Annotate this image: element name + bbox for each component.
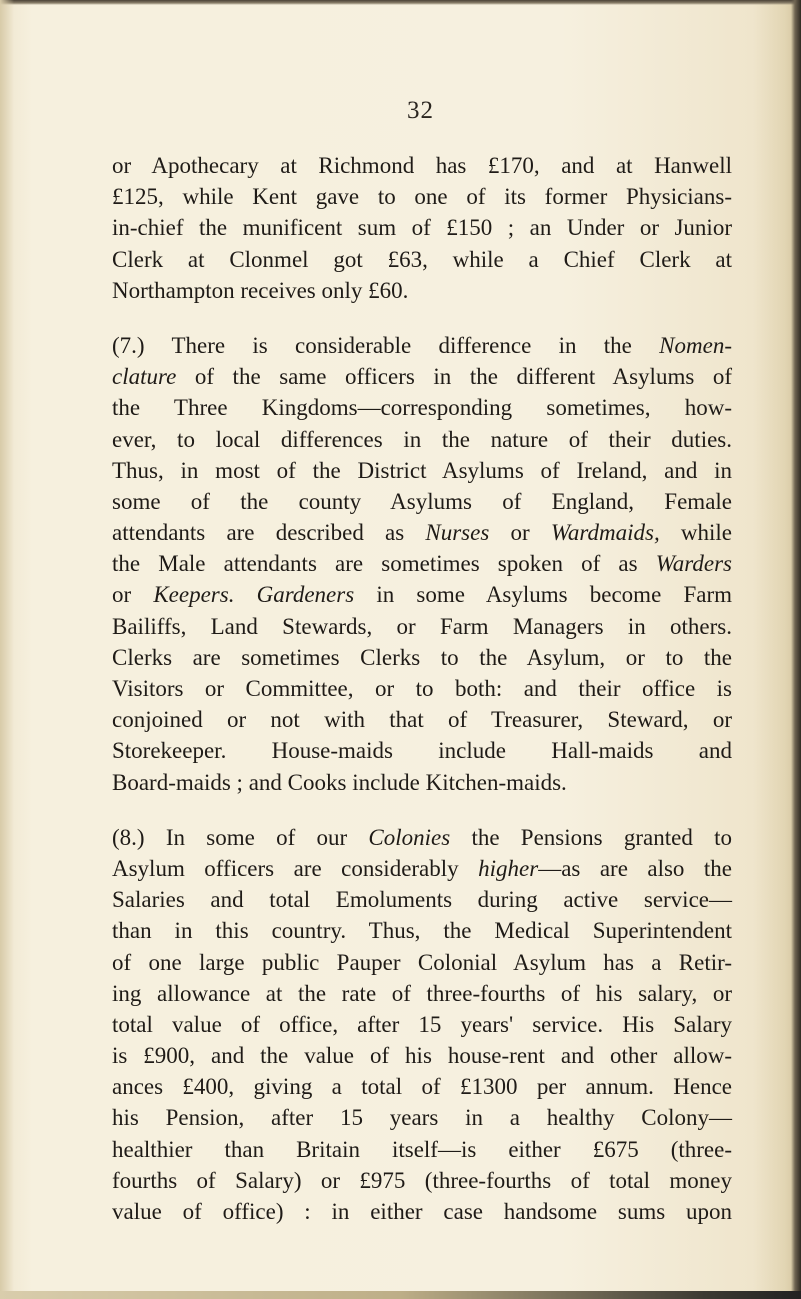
text-segment: Salaries and total Emoluments during active service— xyxy=(112,887,732,913)
italic-text: Wardmaids, xyxy=(550,520,660,546)
paragraph xyxy=(112,150,732,306)
text-segment: than in this country. Thus, the Medical Superintendent xyxy=(112,918,732,944)
text-segment: or Apothecary at Richmond has £170, and at Hanwell xyxy=(112,153,732,178)
text-line xyxy=(112,1071,732,1102)
text-segment: Clerk at Clonmel got £63, while a Chief Clerk at xyxy=(112,246,732,272)
text-segment: the Three Kingdoms—corresponding sometimes, how- xyxy=(112,395,732,421)
italic-text: Colonies xyxy=(368,824,451,850)
body-text xyxy=(112,150,732,1227)
text-segment: the Pensions granted to xyxy=(450,824,732,850)
paragraph-gap xyxy=(112,798,732,822)
text-line xyxy=(112,424,732,455)
text-segment: Storekeeper. House-maids include Hall-maids and xyxy=(112,738,732,764)
text-segment: Bailiffs, Land Stewards, or Farm Managers in others. xyxy=(112,613,732,639)
text-segment: value of office) : in either case handsome sums upon xyxy=(112,1199,732,1224)
text-segment: Northampton receives only £60. xyxy=(112,277,409,303)
text-segment: (7.) There is considerable difference in the xyxy=(112,332,660,358)
text-line xyxy=(112,181,732,212)
text-line xyxy=(112,1196,732,1227)
text-line xyxy=(112,455,732,486)
page-bottom-edge xyxy=(0,1291,801,1299)
text-segment: the Male attendants are sometimes spoken of as xyxy=(112,551,656,577)
text-line xyxy=(112,275,732,306)
paragraph-gap xyxy=(112,306,732,330)
text-line xyxy=(112,978,732,1009)
text-segment: in some Asylums become Farm xyxy=(354,582,732,608)
page-number: 32 xyxy=(407,97,434,124)
text-line xyxy=(112,1165,732,1196)
text-line xyxy=(112,392,732,423)
text-segment: or xyxy=(489,520,551,546)
page-gutter-shadow xyxy=(0,0,14,1299)
text-segment: —as are also the xyxy=(538,855,732,881)
text-segment: is £900, and the value of his house-rent and other allow- xyxy=(112,1043,732,1069)
text-segment: Visitors or Committee, or to both: and their office is xyxy=(112,676,732,701)
text-segment: ing allowance at the rate of three-fourths of his salary, or xyxy=(112,980,732,1006)
text-segment: ances £400, giving a total of £1300 per annum. Hence xyxy=(112,1074,732,1100)
text-segment: £125, while Kent gave to one of its former Physicians- xyxy=(112,184,732,210)
text-line xyxy=(112,1102,732,1133)
text-line xyxy=(112,579,732,610)
text-line xyxy=(112,767,732,798)
italic-text: Warders xyxy=(655,551,732,577)
text-line xyxy=(112,735,732,766)
italic-text: clature xyxy=(112,364,177,390)
text-segment: fourths of Salary) or £975 (three-fourths of total money xyxy=(112,1167,732,1193)
text-segment: while xyxy=(659,520,732,546)
text-segment: Board-maids ; and Cooks include Kitchen-maids. xyxy=(112,769,567,795)
text-line xyxy=(112,611,732,642)
text-segment: total value of office, after 15 years' service. His Salary xyxy=(112,1011,732,1037)
text-segment: of the same officers in the different Asylums of xyxy=(176,364,732,390)
text-segment xyxy=(234,582,256,607)
text-line xyxy=(112,947,732,978)
paragraph xyxy=(112,330,732,798)
text-line xyxy=(112,517,732,548)
page-fore-edge xyxy=(791,0,801,1299)
text-segment: Clerks are sometimes Clerks to the Asylum, or to the xyxy=(112,644,732,670)
text-segment: or xyxy=(112,582,154,608)
text-segment: Asylum officers are considerably xyxy=(112,855,479,881)
text-segment: healthier than Britain itself—is either £675 (three- xyxy=(112,1136,732,1162)
text-segment: in-chief the munificent sum of £150 ; an Under or Junior xyxy=(112,215,732,241)
text-line xyxy=(112,1134,732,1165)
italic-text: higher xyxy=(478,855,539,881)
text-segment: of one large public Pauper Colonial Asylum has a Retir- xyxy=(112,949,732,975)
text-segment: ever, to local differences in the nature of their duties. xyxy=(112,426,732,452)
italic-text: Gardeners xyxy=(256,582,355,608)
text-segment: (8.) In some of our xyxy=(112,824,369,850)
text-segment: Thus, in most of the District Asylums of Ireland, and in xyxy=(112,457,732,483)
text-line xyxy=(112,244,732,275)
text-segment: attendants are described as xyxy=(112,520,426,546)
page-top-edge xyxy=(0,0,801,5)
text-line xyxy=(112,1040,732,1071)
italic-text: Nomen- xyxy=(659,332,732,358)
italic-text: Keepers. xyxy=(153,582,235,608)
text-line xyxy=(112,915,732,946)
text-line xyxy=(112,361,732,392)
text-segment: his Pension, after 15 years in a healthy Colony— xyxy=(112,1105,732,1131)
text-line xyxy=(112,704,732,735)
italic-text: Nurses xyxy=(425,520,490,546)
text-line xyxy=(112,212,732,243)
text-line xyxy=(112,1009,732,1040)
text-line xyxy=(112,548,732,579)
text-line xyxy=(112,822,732,853)
text-line xyxy=(112,673,732,704)
text-segment: conjoined or not with that of Treasurer, Steward, or xyxy=(112,707,732,733)
text-line xyxy=(112,884,732,915)
text-line xyxy=(112,642,732,673)
text-line xyxy=(112,853,732,884)
paragraph xyxy=(112,822,732,1227)
text-line xyxy=(112,150,732,181)
text-segment: some of the county Asylums of England, Female xyxy=(112,488,732,514)
text-line xyxy=(112,486,732,517)
text-line xyxy=(112,330,732,361)
